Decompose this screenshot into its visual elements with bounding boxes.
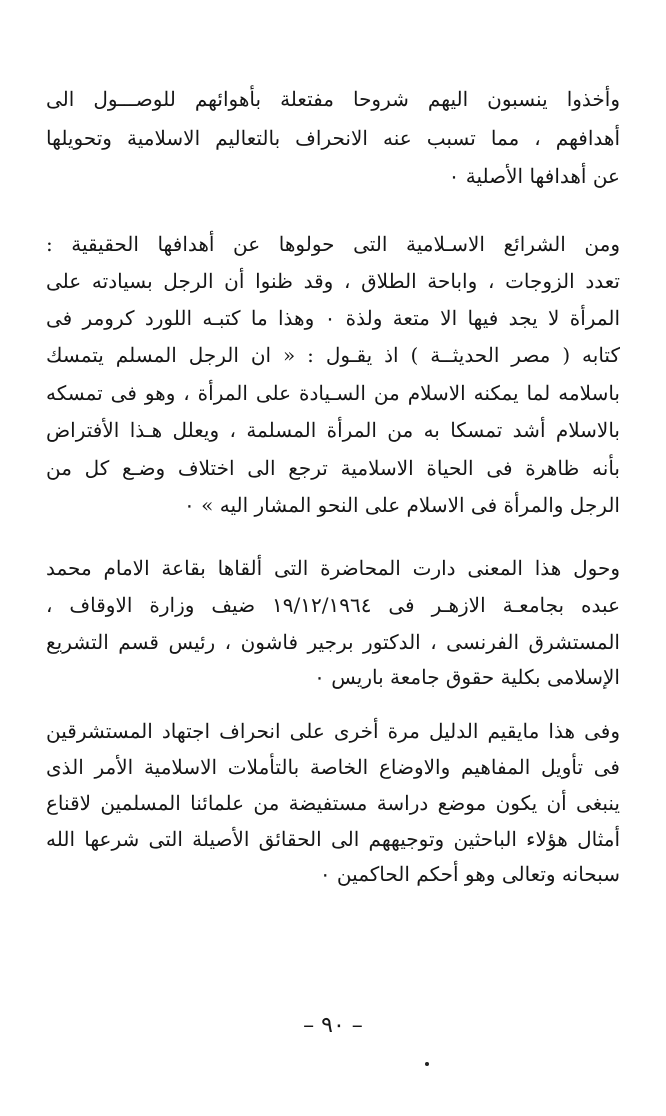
text-line: باسلامه لما يمكنه الاسلام من السـيادة على المرأة ، وهو فى تمسكه [46,381,620,405]
text-line: وحول هذا المعنى دارت المحاضرة التى ألقاها بقاعة الامام محمد [46,556,620,580]
text-line: بالاسلام أشد تمسكا به من المرأة المسلمة ، ويعلل هـذا الأفتراض [46,418,620,442]
text-line: أمثال هؤلاء الباحثين وتوجيههم الى الحقائق الأصيلة التى شرعها الله [46,827,620,851]
text-line: تعدد الزوجات ، واباحة الطلاق ، وقد ظنوا أن الرجل بسيادته على [46,269,620,293]
text-line: الرجل والمرأة فى الاسلام على النحو المشار اليه » ٠ [184,493,620,517]
text-line: بأنه ظاهرة فى الحياة الاسلامية ترجع الى اختلاف وضـع كل من [46,456,620,480]
text-line: سبحانه وتعالى وهو أحكم الحاكمين ٠ [319,862,620,886]
page-number: – ٩٠ – [303,1013,363,1038]
text-line: وأخذوا ينسبون اليهم شروحا مفتعلة بأهوائهم للوصـــول الى [46,87,620,111]
text-line: أهدافهم ، مما تسبب عنه الانحراف بالتعاليم الاسلامية وتحويلها [46,126,620,150]
text-line: الإسلامى بكلية حقوق جامعة باريس ٠ [314,665,620,689]
text-line: عبده بجامعـة الازهـر فى ١٩/١٢/١٩٦٤ ضيف وزارة الاوقاف ، [46,593,620,617]
ink-dot [425,1062,429,1066]
text-line: المستشرق الفرنسى ، الدكتور برجير فاشون ، رئيس قسم التشريع [46,630,620,654]
text-line: المرأة لا يجد فيها الا متعة ولذة ٠ وهذا ما كتبـه اللورد كرومر فى [46,306,620,330]
text-line: وفى هذا مايقيم الدليل مرة أخرى على انحراف اجتهاد المستشرقين [46,719,620,743]
text-line: ومن الشرائع الاسـلامية التى حولوها عن أهدافها الحقيقية : [46,232,620,256]
text-line: فى تأويل المفاهيم والاوضاع الخاصة بالتأملات الاسلامية الأمر الذى [46,755,620,779]
text-line: كتابه ( مصر الحديثــة ) اذ يقـول : « ان الرجل المسلم يتمسك [46,343,620,367]
text-line: ينبغى أن يكون موضع دراسة مستفيضة من علمائنا المسلمين لاقناع [46,791,620,815]
text-line: عن أهدافها الأصلية ٠ [448,164,620,188]
